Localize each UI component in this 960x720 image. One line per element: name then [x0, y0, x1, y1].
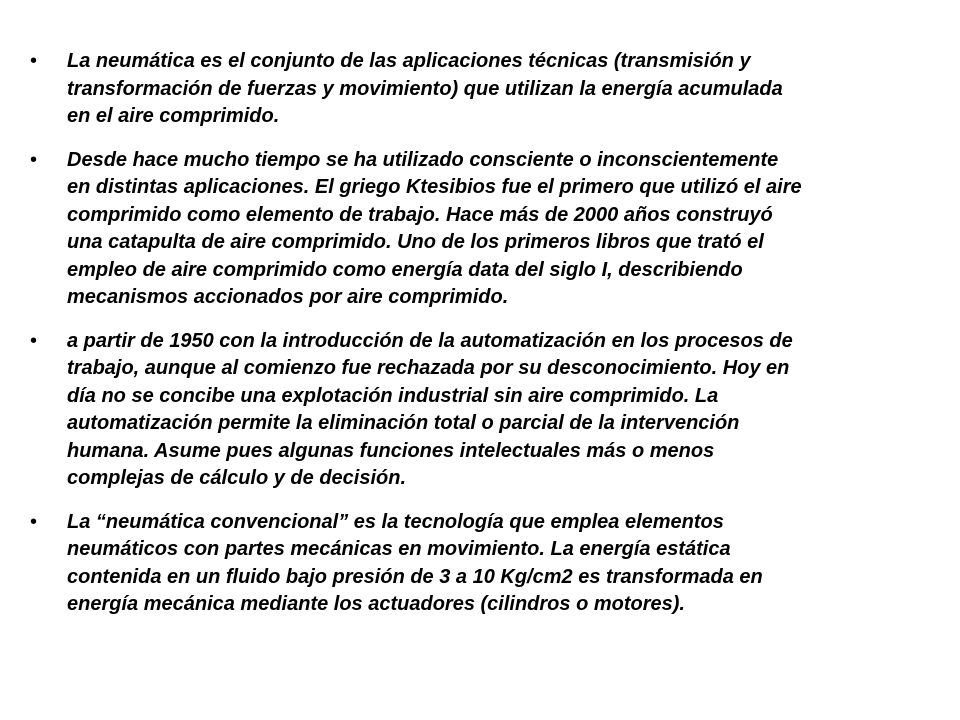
bullet-text: Desde hace mucho tiempo se ha utilizado consciente o inconscientemente en distintas aplicaciones. El griego Ktesibios fue el primero que utilizó el aire comprimido como elemento de trabajo. Hace más de 2000 años construyó una catapulta de aire comprimido. Uno de los primeros libros que trató el empleo de aire comprimido como energía data del siglo I, describiendo mecanismos accionados por aire comprimido. [67, 148, 802, 308]
bullet-dot-icon: • [30, 329, 38, 352]
bullet-text: La “neumática convencional” es la tecnología que emplea elementos neumáticos con partes mecánicas en movimiento. La energía estática contenida en un fluido bajo presión de 3 a 10 Kg/cm2 es transformada en energía mecánica mediante los actuadores (cilindros o motores). [67, 510, 763, 615]
bullet-text: La neumática es el conjunto de las aplicaciones técnicas (transmisión y transformación de fuerzas y movimiento) que utilizan la energía acumulada en el aire comprimido. [67, 50, 783, 127]
bullet-dot-icon: • [30, 50, 38, 72]
bullet-text: a partir de 1950 con la introducción de la automatización en los procesos de trabajo, aunque al comienzo fue rechazada por su desconocimiento. Hoy en día no se concibe una explotación industrial sin aire comprimido. La automatización permite la eliminación total o parcial de la intervención humana. Asume pues algunas funciones intelectuales más o menos complejas de cálculo y de decisión. [67, 329, 793, 489]
bullet-item-definition [30, 48, 948, 131]
bullet-dot-icon: • [30, 510, 38, 533]
bullet-list [30, 48, 948, 635]
bullet-item-history [30, 147, 948, 312]
bullet-item-automation [30, 328, 948, 493]
bullet-item-conventional [30, 509, 948, 619]
bullet-dot-icon: • [30, 148, 38, 171]
